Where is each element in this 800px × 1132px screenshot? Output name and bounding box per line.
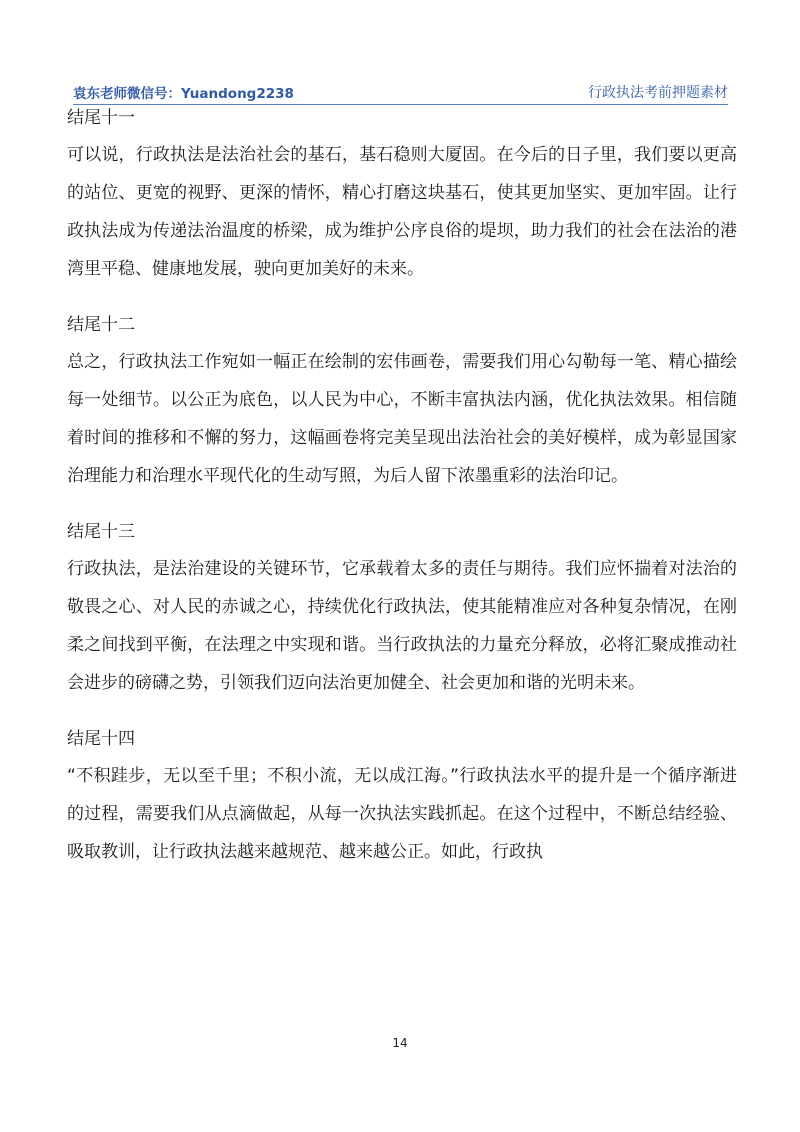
section-ending-13 [67, 514, 737, 702]
section-title: 结尾十四 [67, 729, 135, 749]
section-ending-12 [67, 307, 737, 495]
section-paragraph: 行政执法，是法治建设的关键环节，它承载着太多的责任与期待。我们应怀揣着对法治的敬畏之心、对人民的赤诚之心，持续优化行政执法，使其能精准应对各种复杂情况，在刚柔之间找到平衡，在法理之中实现和谐。当行政执法的力量充分释放，必将汇聚成推动社会进步的磅礴之势，引领我们迈向法治更加健全、社会更加和谐的光明未来。 [67, 559, 737, 693]
section-title: 结尾十二 [67, 315, 135, 335]
section-ending-14 [67, 721, 737, 871]
section-paragraph: 可以说，行政执法是法治社会的基石，基石稳则大厦固。在今后的日子里，我们要以更高的站位、更宽的视野、更深的情怀，精心打磨这块基石，使其更加坚实、更加牢固。让行政执法成为传递法治温度的桥梁，成为维护公序良俗的堤坝，助力我们的社会在法治的港湾里平稳、健康地发展，驶向更加美好的未来。 [67, 145, 737, 279]
section-title: 结尾十三 [67, 522, 135, 542]
header-contact: 袁东老师微信号：Yuandong2238 [73, 86, 294, 102]
section-paragraph: “不积跬步，无以至千里；不积小流，无以成江海。”行政执法水平的提升是一个循序渐进的过程，需要我们从点滴做起，从每一次执法实践抓起。在这个过程中，不断总结经验、吸取教训，让行政执法越来越规范、越来越公正。如此，行政执 [67, 766, 737, 862]
section-title: 结尾十一 [67, 108, 135, 128]
section-ending-11 [67, 100, 737, 288]
section-paragraph: 总之，行政执法工作宛如一幅正在绘制的宏伟画卷，需要我们用心勾勒每一笔、精心描绘每一处细节。以公正为底色，以人民为中心，不断丰富执法内涵，优化执法效果。相信随着时间的推移和不懈的努力，这幅画卷将完美呈现出法治社会的美好模样，成为彰显国家治理能力和治理水平现代化的生动写照，为后人留下浓墨重彩的法治印记。 [67, 352, 737, 486]
header-doc-title: 行政执法考前押题素材 [588, 85, 728, 101]
document-body [67, 100, 737, 890]
page-number: 14 [392, 1036, 408, 1050]
